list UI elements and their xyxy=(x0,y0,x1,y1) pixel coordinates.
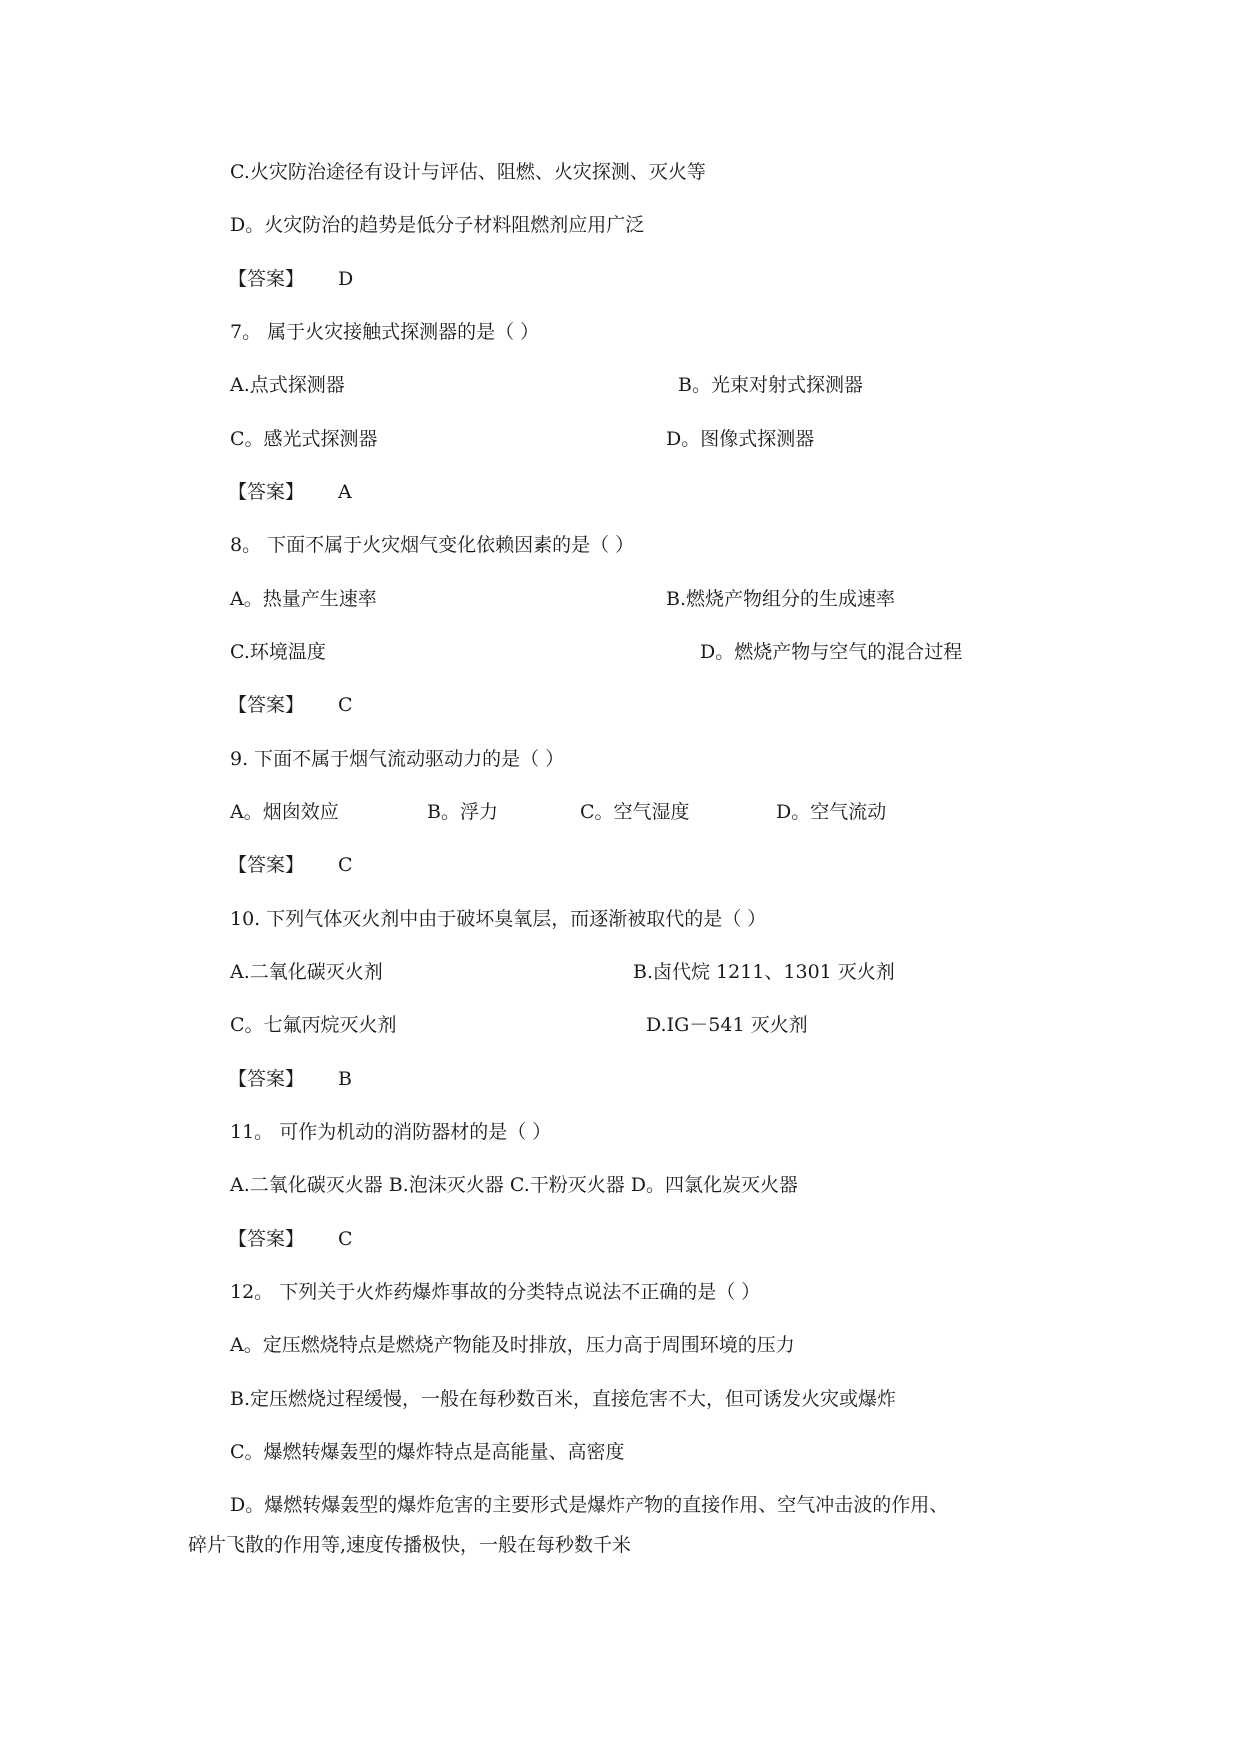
q7-answer-row xyxy=(228,480,352,504)
q9-answer-row xyxy=(228,853,353,877)
answer-label: 【答案】 xyxy=(228,854,305,876)
q12-option-d-line1: D。爆燃转爆轰型的爆炸危害的主要形式是爆炸产物的直接作用、空气冲击波的作用、 xyxy=(230,1494,949,1516)
q12-option-d-line2: 碎片飞散的作用等,速度传播极快，一般在每秒数千米 xyxy=(188,1534,632,1556)
answer-label: 【答案】 xyxy=(228,1068,305,1090)
q9-option-a: A。烟囱效应 xyxy=(230,801,339,823)
q11-answer-row xyxy=(228,1227,353,1251)
q10-answer-row xyxy=(228,1067,352,1091)
q7-stem: 7。 属于火灾接触式探测器的是（ ） xyxy=(230,321,540,343)
q6-option-c: C.火灾防治途径有设计与评估、阻燃、火灾探测、灭火等 xyxy=(230,161,706,183)
q8-answer-row xyxy=(228,693,353,717)
q8-option-a: A。热量产生速率 xyxy=(230,588,377,610)
answer-value: B xyxy=(338,1068,352,1090)
q11-options: A.二氧化碳灭火器 B.泡沫灭火器 C.干粉灭火器 D。四氯化炭灭火器 xyxy=(230,1174,799,1196)
answer-value: D xyxy=(338,268,354,290)
answer-value: C xyxy=(338,694,353,716)
q7-option-a: A.点式探测器 xyxy=(230,374,345,396)
q12-stem: 12。 下列关于火炸药爆炸事故的分类特点说法不正确的是（ ） xyxy=(230,1281,761,1303)
q9-option-d: D。空气流动 xyxy=(776,801,887,823)
answer-label: 【答案】 xyxy=(228,481,305,503)
answer-label: 【答案】 xyxy=(228,694,305,716)
answer-value: C xyxy=(338,1228,353,1250)
answer-value: A xyxy=(338,481,352,503)
q11-stem: 11。 可作为机动的消防器材的是（ ） xyxy=(230,1121,552,1143)
q6-answer-row xyxy=(228,267,353,291)
q8-option-c: C.环境温度 xyxy=(230,641,326,663)
q10-option-b: B.卤代烷 1211、1301 灭火剂 xyxy=(633,961,895,983)
q10-stem: 10. 下列气体灭火剂中由于破坏臭氧层，而逐渐被取代的是（ ） xyxy=(230,908,767,930)
q12-option-b: B.定压燃烧过程缓慢，一般在每秒数百米，直接危害不大，但可诱发火灾或爆炸 xyxy=(230,1388,897,1410)
answer-label: 【答案】 xyxy=(228,268,305,290)
answer-value: C xyxy=(338,854,353,876)
q12-option-c: C。爆燃转爆轰型的爆炸特点是高能量、高密度 xyxy=(230,1441,625,1463)
q10-option-d: D.IG－541 灭火剂 xyxy=(646,1014,808,1036)
q10-option-a: A.二氧化碳灭火剂 xyxy=(230,961,383,983)
q8-stem: 8。 下面不属于火灾烟气变化依赖因素的是（ ） xyxy=(230,534,635,556)
q9-option-b: B。浮力 xyxy=(427,801,498,823)
q9-option-c: C。空气湿度 xyxy=(580,801,690,823)
q10-option-c: C。七氟丙烷灭火剂 xyxy=(230,1014,397,1036)
q7-option-d: D。图像式探测器 xyxy=(666,428,815,450)
answer-label: 【答案】 xyxy=(228,1228,305,1250)
q8-option-d: D。燃烧产物与空气的混合过程 xyxy=(700,641,963,663)
q6-option-d: D。火灾防治的趋势是低分子材料阻燃剂应用广泛 xyxy=(230,214,645,236)
q7-option-b: B。光束对射式探测器 xyxy=(678,374,863,396)
q8-option-b: B.燃烧产物组分的生成速率 xyxy=(666,588,896,610)
q7-option-c: C。感光式探测器 xyxy=(230,428,378,450)
q12-option-a: A。定压燃烧特点是燃烧产物能及时排放，压力高于周围环境的压力 xyxy=(230,1334,795,1356)
q9-stem: 9. 下面不属于烟气流动驱动力的是（ ） xyxy=(230,748,565,770)
